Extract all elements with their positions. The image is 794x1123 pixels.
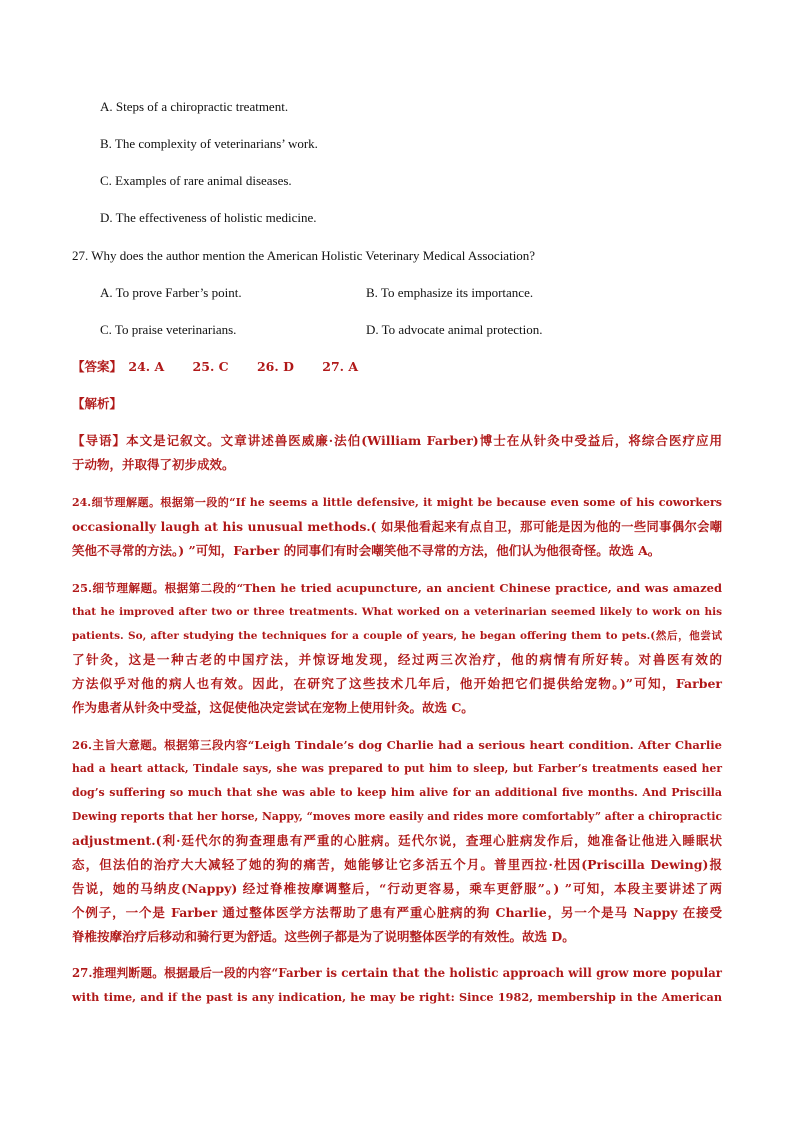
answer-item: 25. C xyxy=(192,359,229,374)
paragraph-line: occasionally laugh at his unusual methods.( 如果他看起来有点自卫，那可能是因为他的一些同事偶尔会嘲 xyxy=(72,519,722,534)
q27-option-b: B. To emphasize its importance. xyxy=(366,285,534,300)
paragraph-line: dog’s suffering so much that she was able to keep him alive for an additional five months. And Priscilla xyxy=(72,786,722,799)
q27-option-a: A. To prove Farber’s point. xyxy=(100,285,242,300)
paragraph-line: patients. So, after studying the techniques for a couple of years, he began offering them to pets.(然后，他尝试 xyxy=(72,630,722,642)
q26-option-a: A. Steps of a chiropractic treatment. xyxy=(100,99,289,114)
paragraph-line: 了针灸，这是一种古老的中国疗法，并惊讶地发现，经过两三次治疗，他的病情有所好转。对兽医有效的 xyxy=(72,652,722,667)
paragraph-line: 25.细节理解题。根据第二段的“Then he tried acupuncture, an ancient Chinese practice, and was amazed xyxy=(72,581,722,595)
answer-line xyxy=(72,358,382,376)
answer-item: 26. D xyxy=(256,359,294,374)
paragraph-line: 【导语】本文是记叙文。文章讲述兽医威廉·法伯(William Farber)博士在从针灸中受益后，将综合医疗应用 xyxy=(72,433,722,448)
paragraph-line: 27.推理判断题。根据最后一段的内容“Farber is certain that the holistic approach will grow more popular xyxy=(72,966,722,980)
paragraph-line: 告说，她的马纳皮(Nappy) 经过脊椎按摩调整后，“行动更容易，乘车更舒服”。) ”可知，本段主要讲述了两 xyxy=(72,881,722,896)
paragraph-line: Dewing reports that her horse, Nappy, “moves more easily and rides more comfortably” after a chiropractic xyxy=(72,810,722,823)
q27-explanation xyxy=(72,961,722,1009)
q27-option-c: C. To praise veterinarians. xyxy=(100,322,237,337)
q26-option-d: D. The effectiveness of holistic medicine. xyxy=(100,210,317,225)
paragraph-line: 作为患者从针灸中受益，这促使他决定尝试在宠物上使用针灸。故选 C。 xyxy=(72,700,474,715)
paragraph-line: 脊椎按摩治疗后移动和骑行更为舒适。这些例子都是为了说明整体医学的有效性。故选 D。 xyxy=(72,929,575,944)
paragraph-line: 笑他不寻常的方法。) ”可知，Farber 的同事们有时会嘲笑他不寻常的方法，他们认为他很奇怪。故选 A。 xyxy=(72,543,661,558)
answer-label: 【答案】 xyxy=(72,359,123,374)
answer-item: 24. A xyxy=(128,359,165,374)
paragraph-line: 于动物，并取得了初步成效。 xyxy=(72,457,235,472)
q26-option-c: C. Examples of rare animal diseases. xyxy=(100,173,292,188)
paragraph-line: 24.细节理解题。根据第一段的“If he seems a little defensive, it might be because even some of his coworkers xyxy=(72,496,722,509)
q27-option-d: D. To advocate animal protection. xyxy=(366,322,543,337)
q26-explanation xyxy=(72,733,722,949)
q27-stem: 27. Why does the author mention the American Holistic Veterinary Medical Association? xyxy=(72,248,536,263)
paragraph-line: 26.主旨大意题。根据第三段内容“Leigh Tindale’s dog Charlie had a serious heart condition. After Charlie xyxy=(72,738,722,752)
q26-option-b: B. The complexity of veterinarians’ work. xyxy=(100,136,318,151)
answer-item: 27. A xyxy=(322,359,359,374)
q25-explanation xyxy=(72,576,722,720)
paragraph-line: with time, and if the past is any indication, he may be right: Since 1982, membership in the American xyxy=(72,990,722,1004)
paragraph-line: 态，但法伯的治疗大大减轻了她的狗的痛苦，她能够让它多活五个月。普里西拉·杜因(Priscilla Dewing)报 xyxy=(72,857,722,872)
paragraph-line: adjustment.(利·廷代尔的狗查理患有严重的心脏病。廷代尔说，查理心脏病发作后，她准备让他进入睡眠状 xyxy=(72,833,722,848)
paragraph-line: that he improved after two or three treatments. What worked on a veterinarian seemed likely to work on his xyxy=(72,606,722,618)
paragraph-line: had a heart attack, Tindale says, she was prepared to put him to sleep, but Farber’s treatments eased her xyxy=(72,762,722,775)
paragraph-line: 方法似乎对他的病人也有效。因此，在研究了这些技术几年后，他开始把它们提供给宠物。)”可知，Farber xyxy=(72,676,722,691)
q24-explanation xyxy=(72,491,722,563)
paragraph-line: 个例子，一个是 Farber 通过整体医学方法帮助了患有严重心脏病的狗 Charlie，另一个是马 Nappy 在接受 xyxy=(72,905,722,920)
analysis-label: 【解析】 xyxy=(72,396,123,411)
intro-paragraph xyxy=(72,429,722,477)
